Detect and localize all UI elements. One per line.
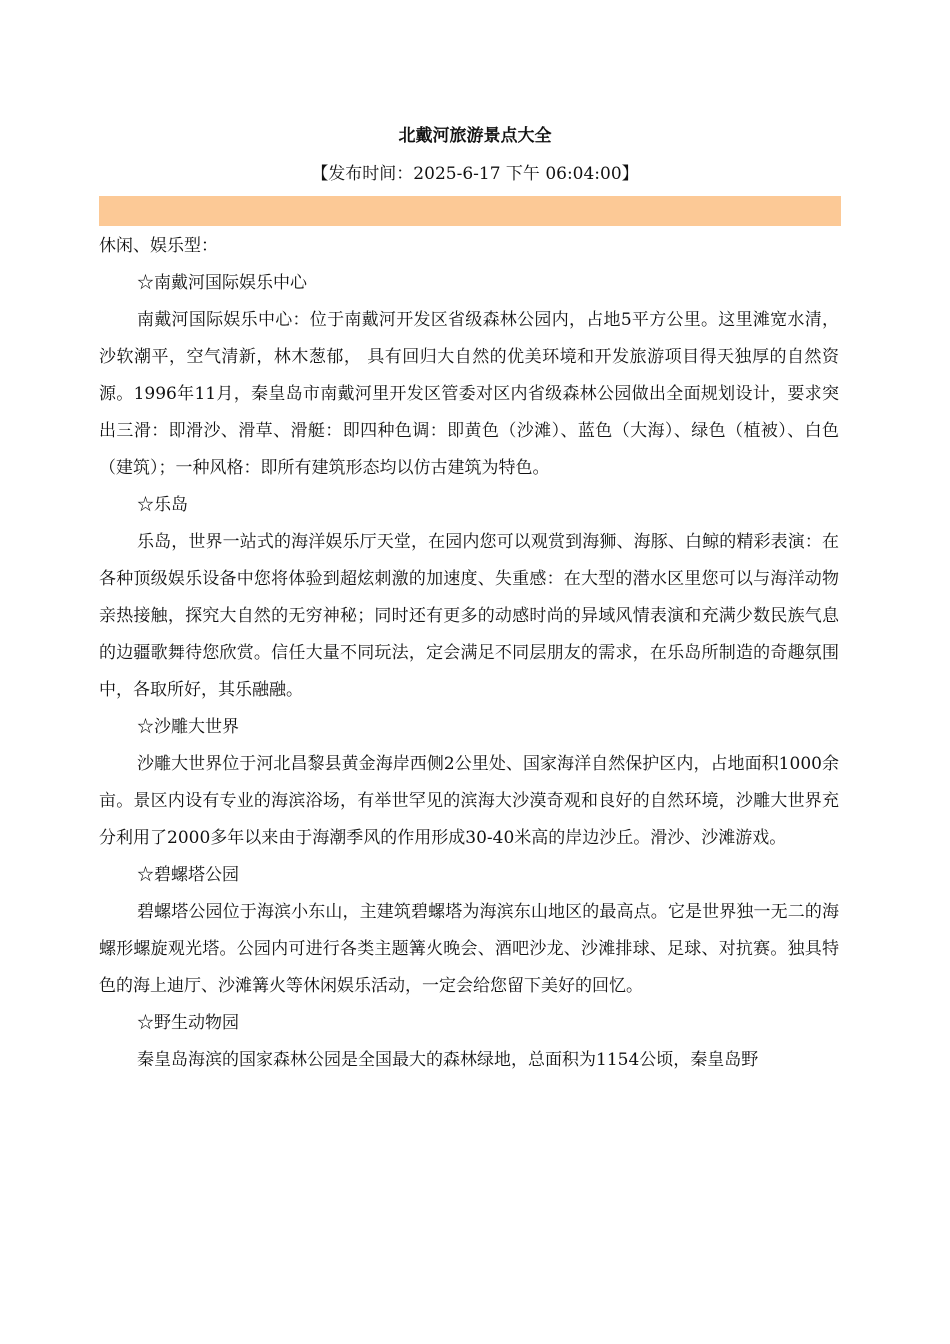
- section-heading-wildlife: ☆野生动物园: [137, 1013, 239, 1033]
- section-body-ledao: 乐岛，世界一站式的海洋娱乐厅天堂，在园内您可以观赏到海狮、海豚、白鲸的精彩表演：在各种顶级娱乐设备中您将体验到超炫刺激的加速度、失重感：在大型的潜水区里您可以与海洋动物亲热接触，探究大自然的无穷神秘；同时还有更多的动感时尚的异域风情表演和充满少数民族气息的边疆歌舞待您欣赏。信任大量不同玩法，定会满足不同层朋友的需求，在乐岛所制造的奇趣氛围中，各取所好，其乐融融。: [99, 532, 839, 700]
- document-body: [99, 228, 839, 1079]
- section-heading-shadiao: ☆沙雕大世界: [137, 717, 239, 737]
- header-color-band: [99, 196, 841, 226]
- publish-time: 【发布时间：2025-6-17 下午 06:04:00】: [311, 164, 639, 184]
- section-body-wildlife: 秦皇岛海滨的国家森林公园是全国最大的森林绿地，总面积为1154公顷，秦皇岛野: [137, 1050, 759, 1070]
- section-body-nandaihe: 南戴河国际娱乐中心：位于南戴河开发区省级森林公园内，占地5平方公里。这里滩宽水清，沙软潮平，空气清新，林木葱郁， 具有回归大自然的优美环境和开发旅游项目得天独厚的自然资源。1996年11月，秦皇岛市南戴河里开发区管委对区内省级森林公园做出全面规划设计，要求突出三滑：即滑沙、滑草、滑艇：即四种色调：即黄色（沙滩）、蓝色（大海）、绿色（植被）、白色（建筑）；一种风格：即所有建筑形态均以仿古建筑为特色。: [99, 310, 839, 478]
- document-title: 北戴河旅游景点大全: [398, 126, 552, 146]
- category-label: 休闲、娱乐型：: [99, 236, 218, 256]
- section-body-biluota: 碧螺塔公园位于海滨小东山，主建筑碧螺塔为海滨东山地区的最高点。它是世界独一无二的海螺形螺旋观光塔。公园内可进行各类主题篝火晚会、酒吧沙龙、沙滩排球、足球、对抗赛。独具特色的海上迪厅、沙滩篝火等休闲娱乐活动，一定会给您留下美好的回忆。: [99, 902, 839, 996]
- section-heading-ledao: ☆乐岛: [137, 495, 188, 515]
- section-heading-biluota: ☆碧螺塔公园: [137, 865, 239, 885]
- section-heading-nandaihe: ☆南戴河国际娱乐中心: [137, 273, 307, 293]
- section-body-shadiao: 沙雕大世界位于河北昌黎县黄金海岸西侧2公里处、国家海洋自然保护区内，占地面积1000余亩。景区内设有专业的海滨浴场，有举世罕见的滨海大沙漠奇观和良好的自然环境，沙雕大世界充分利用了2000多年以来由于海潮季风的作用形成30-40米高的岸边沙丘。滑沙、沙滩游戏。: [99, 754, 839, 848]
